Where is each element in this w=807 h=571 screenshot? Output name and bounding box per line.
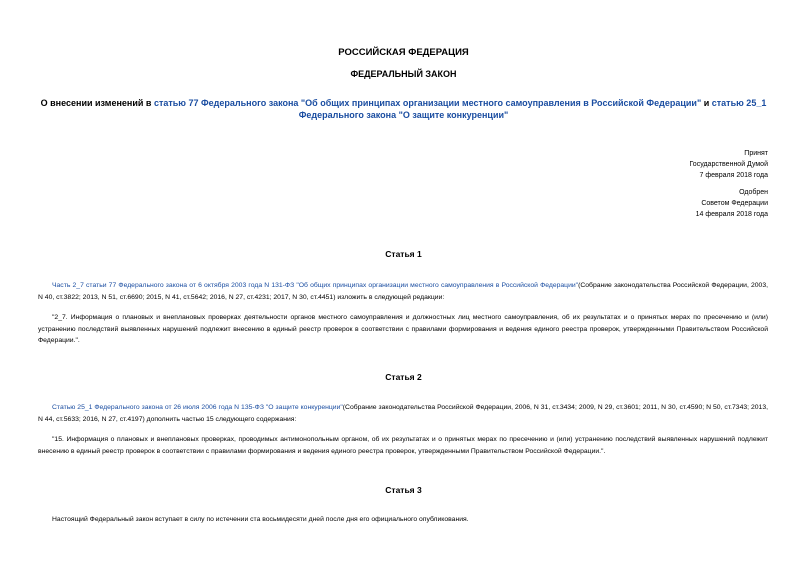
title-text-part1: О внесении изменений в	[40, 98, 154, 108]
approved-line: Советом Федерации	[701, 200, 768, 207]
title-link-article-77[interactable]: статью 77 Федерального закона "Об общих принципах организации местного самоуправления в Российской Федерации"	[153, 98, 702, 108]
title-text-part2: и	[701, 98, 712, 108]
article-3-heading: Статья 3	[385, 485, 422, 495]
article-3-text: Настоящий Федеральный закон вступает в силу по истечении ста восьмидесяти дней после дня его официального опубликования.	[52, 516, 469, 523]
article-2-quote	[38, 434, 768, 457]
country-heading: РОССИЙСКАЯ ФЕДЕРАЦИЯ	[338, 47, 469, 58]
article-2-heading: Статья 2	[385, 372, 422, 382]
accepted-line: Принят	[744, 150, 768, 157]
article-1-paragraph	[38, 280, 768, 303]
accepted-line: Государственной Думой	[689, 161, 768, 168]
approved-block	[560, 187, 768, 220]
article-2-quote-text: "15. Информация о плановых и внеплановых проверках, проводимых антимонопольным органом, об их результатах и о принятых мерах по пресечению и (или) устранению последствий выявленных нарушений подлежит внесению в единый реестр проверок в соответствии с правилами формирования и ведения единого реестра проверок, утвержденными Правительством Российской Федерации.".	[38, 436, 768, 455]
article-2-text: (Собрание законодательства Российской Федерации, 2006, N 31, ст.3434; 2009, N 29, ст.3601; 2011, N 30, ст.4590; N 50, ст.7343; 2013, N 44, ст.5633; 2016, N 27, ст.4197) дополнить частью 15 следующего содержания:	[38, 404, 768, 423]
article-2-link[interactable]: Статью 25_1 Федерального закона от 26 июля 2006 года N 135-ФЗ "О защите конкуренции"	[52, 404, 343, 411]
law-title	[30, 97, 777, 121]
article-1-quote-text: "2_7. Информация о плановых и внеплановых проверках деятельности органов местного самоуправления и должностных лиц местного самоуправления, об их результатах и о принятых мерах по пресечению и (или) устранению последствий выявленных нарушений подлежит внесению в единый реестр проверок в соответствии с правилами формирования и ведения единого реестра проверок, утвержденными Правительством Российской Федерации.".	[38, 314, 768, 344]
article-2-paragraph	[38, 402, 768, 425]
approved-line: Одобрен	[739, 189, 768, 196]
approved-date: 14 февраля 2018 года	[695, 211, 768, 218]
title-link-article-25-1[interactable]: статью 25_1 Федерального закона "О защите конкуренции"	[298, 98, 767, 120]
article-3-paragraph	[38, 514, 768, 526]
article-1-text: (Собрание законодательства Российской Федерации, 2003, N 40, ст.3822; 2013, N 51, ст.6690; 2015, N 41, ст.5642; 2016, N 27, ст.4231; 2017, N 30, ст.4451) изложить в следующей редакции:	[38, 282, 769, 301]
accepted-date: 7 февраля 2018 года	[699, 172, 768, 179]
article-1-heading: Статья 1	[385, 249, 422, 259]
article-1-link[interactable]: Часть 2_7 статьи 77 Федерального закона от 6 октября 2003 года N 131-ФЗ "Об общих принципах организации местного самоуправления в Российской Федерации"	[52, 282, 579, 289]
law-type-heading: ФЕДЕРАЛЬНЫЙ ЗАКОН	[350, 69, 457, 79]
article-1-quote	[38, 312, 768, 347]
accepted-block	[560, 148, 768, 181]
